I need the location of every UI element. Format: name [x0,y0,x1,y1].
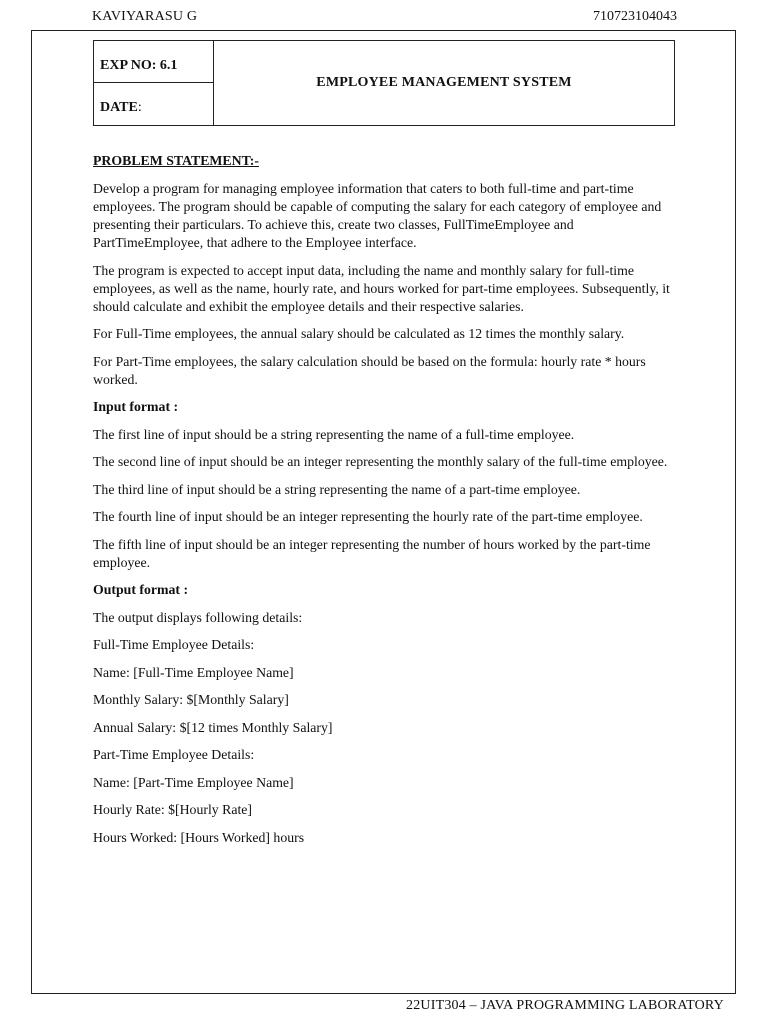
roll-number: 710723104043 [593,9,677,24]
output-format-line: Annual Salary: $[12 times Monthly Salary] [93,719,333,735]
output-format-line: Part-Time Employee Details: [93,747,255,762]
exp-date [94,83,214,125]
problem-statement-heading: PROBLEM STATEMENT:- [93,153,259,168]
input-format-line: The fourth line of input should be an integer representing the hourly rate of the part-time employee. [93,509,643,524]
experiment-header-table [93,40,675,126]
input-format-heading: Input format : [93,399,179,414]
date-colon: : [137,100,142,115]
output-format-line: Hours Worked: [Hours Worked] hours [93,829,305,845]
problem-paragraph: Develop a program for managing employee information that caters to both full-time and part-time employees. The program should be capable of computing the salary for each category of employee and presenting their particulars. To achieve this, create two classes, FullTimeEmployee and PartTimeEmployee, that adhere to the Employee interface. [93,181,662,250]
output-format-line: Name: [Part-Time Employee Name] [93,774,294,790]
input-format-line: The fifth line of input should be an integer representing the number of hours worked by the part-time employee. [93,536,651,570]
exp-title: EMPLOYEE MANAGEMENT SYSTEM [316,75,572,90]
input-format-line: The third line of input should be a string representing the name of a part-time employee. [93,481,581,497]
input-format-line: The first line of input should be a string representing the name of a full-time employee. [93,426,575,442]
course-footer: 22UIT304 – JAVA PROGRAMMING LABORATORY [406,998,724,1013]
problem-paragraph: The program is expected to accept input data, including the name and monthly salary for full-time employees, as well as the name, hourly rate, and hours worked for part-time employees. Subsequently, it should calculate and exhibit the employee details and their respective salaries. [93,262,670,314]
output-format-line: Hourly Rate: $[Hourly Rate] [93,802,253,817]
output-format-line: Full-Time Employee Details: [93,637,255,652]
problem-paragraph: For Part-Time employees, the salary calculation should be based on the formula: hourly rate * hours worked. [93,353,646,387]
problem-paragraph: For Full-Time employees, the annual salary should be calculated as 12 times the monthly salary. [93,326,625,341]
exp-number: EXP NO: 6.1 [94,41,214,83]
output-format-heading: Output format : [93,582,189,597]
document-body [93,152,677,856]
output-format-line: The output displays following details: [93,609,303,625]
output-format-line: Name: [Full-Time Employee Name] [93,664,294,680]
date-label: DATE [100,100,138,115]
input-format-line: The second line of input should be an integer representing the monthly salary of the full-time employee. [93,454,668,469]
output-format-line: Monthly Salary: $[Monthly Salary] [93,692,289,707]
author-name: KAVIYARASU G [92,9,198,24]
